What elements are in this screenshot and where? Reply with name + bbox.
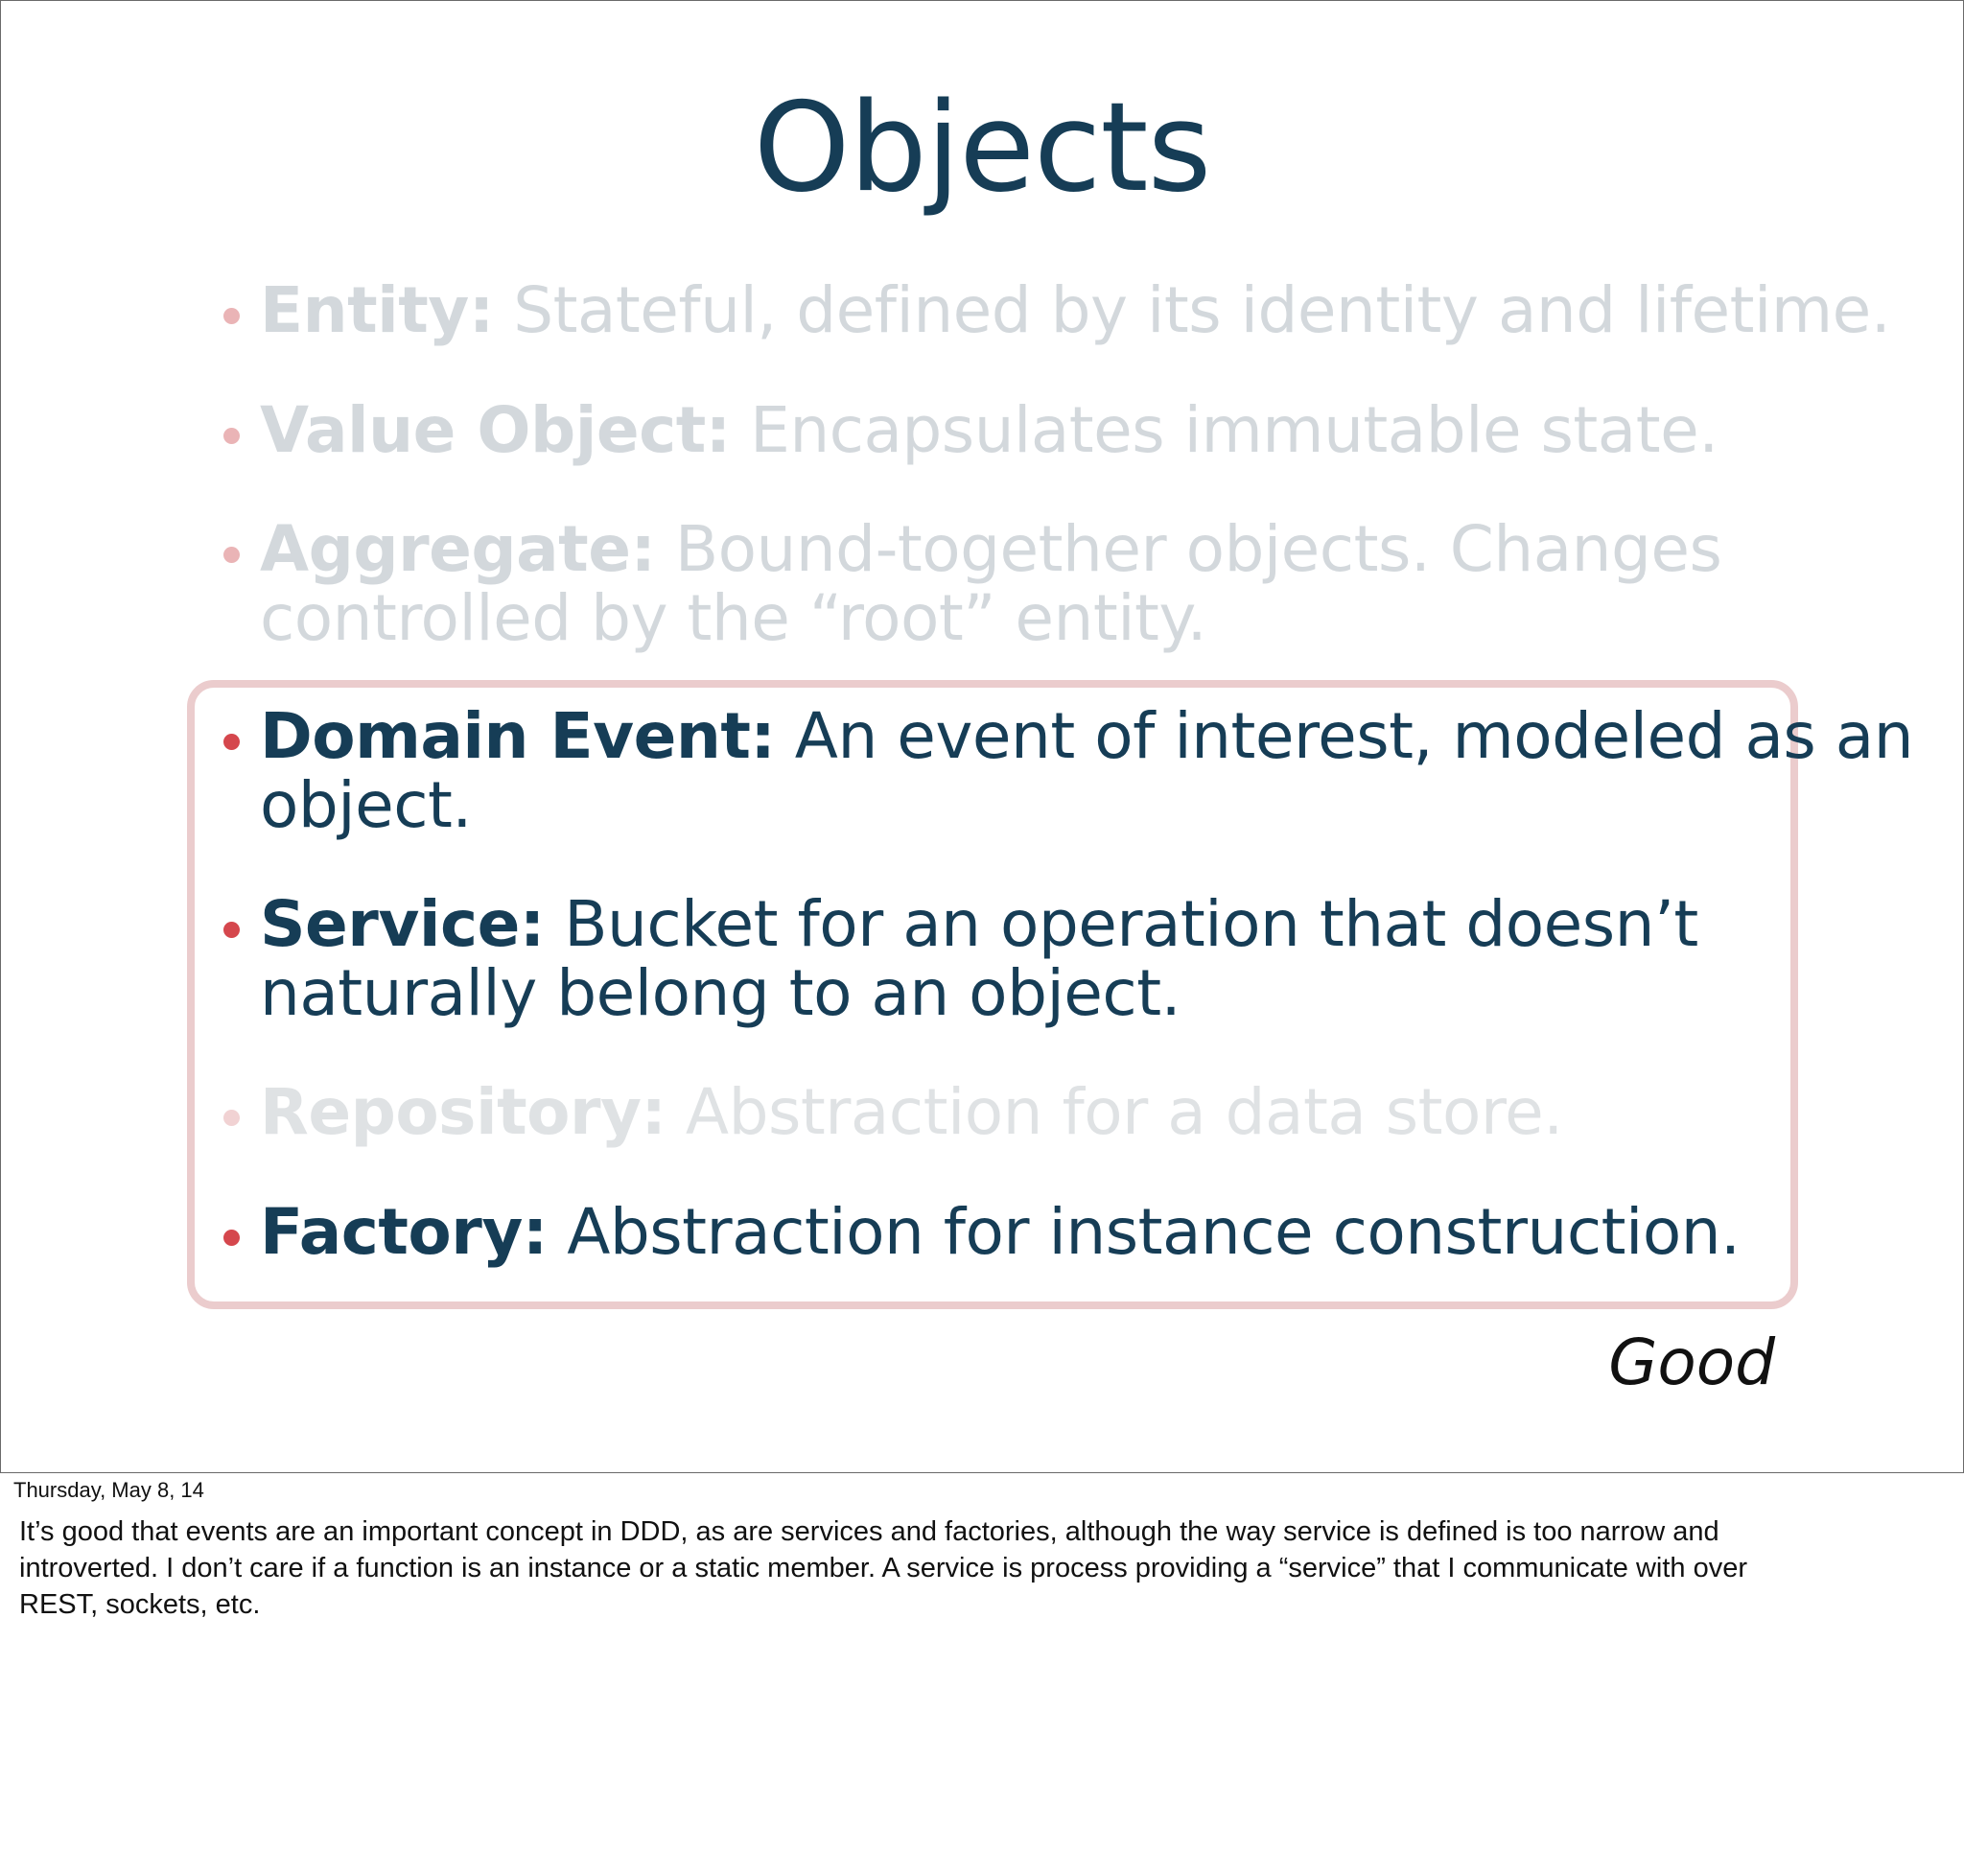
bullet-term: Aggregate: (260, 512, 656, 586)
bullet-dot (223, 922, 240, 938)
bullet-text-continued: controlled by the “root” entity. (260, 581, 1207, 655)
bullet-dot (223, 308, 240, 324)
bullet-aggregate (260, 512, 1813, 655)
speaker-notes (19, 1513, 1937, 1623)
bullet-term: Repository: (260, 1075, 666, 1149)
notes-line: REST, sockets, etc. (19, 1589, 261, 1620)
bullet-text: Bucket for an operation that doesn’t (544, 887, 1698, 961)
bullet-text-continued: naturally belong to an object. (260, 956, 1181, 1030)
bullet-dot (223, 428, 240, 444)
bullet-text: An event of interest, modeled as an (775, 699, 1914, 773)
bullet-term: Entity: (260, 273, 494, 347)
bullet-text: Abstraction for instance construction. (547, 1195, 1741, 1269)
slide-title: Objects (753, 77, 1211, 220)
bullet-term: Value Object: (260, 393, 731, 467)
bullet-value-object (260, 393, 1813, 467)
bullet-text: Bound-together objects. Changes (655, 512, 1722, 586)
notes-line: It’s good that events are an important concept in DDD, as are services and factories, although the way service is defined is too narrow and (19, 1516, 1719, 1547)
bullet-entity (260, 273, 1891, 347)
bullet-dot (223, 1230, 240, 1246)
notes-date: Thursday, May 8, 14 (13, 1478, 204, 1502)
bullet-domain-event (260, 699, 1914, 842)
bullet-repository (260, 1075, 1813, 1149)
slide-tag: Good (1608, 1325, 1775, 1399)
bullet-text-continued: object. (260, 768, 472, 842)
bullet-text: Stateful, defined by its identity and lifetime. (493, 273, 1891, 347)
notes-line: introverted. I don’t care if a function is an instance or a static member. A service is process providing a “service” that I communicate with over (19, 1553, 1748, 1583)
bullet-term: Factory: (260, 1195, 548, 1269)
bullet-factory (260, 1195, 1813, 1269)
bullet-term: Domain Event: (260, 699, 776, 773)
bullet-text: Encapsulates immutable state. (730, 393, 1718, 467)
bullet-text: Abstraction for a data store. (666, 1075, 1563, 1149)
bullet-service (260, 887, 1813, 1030)
bullet-dot (223, 734, 240, 750)
bullet-dot (223, 1110, 240, 1126)
bullet-dot (223, 547, 240, 563)
bullet-term: Service: (260, 887, 545, 961)
